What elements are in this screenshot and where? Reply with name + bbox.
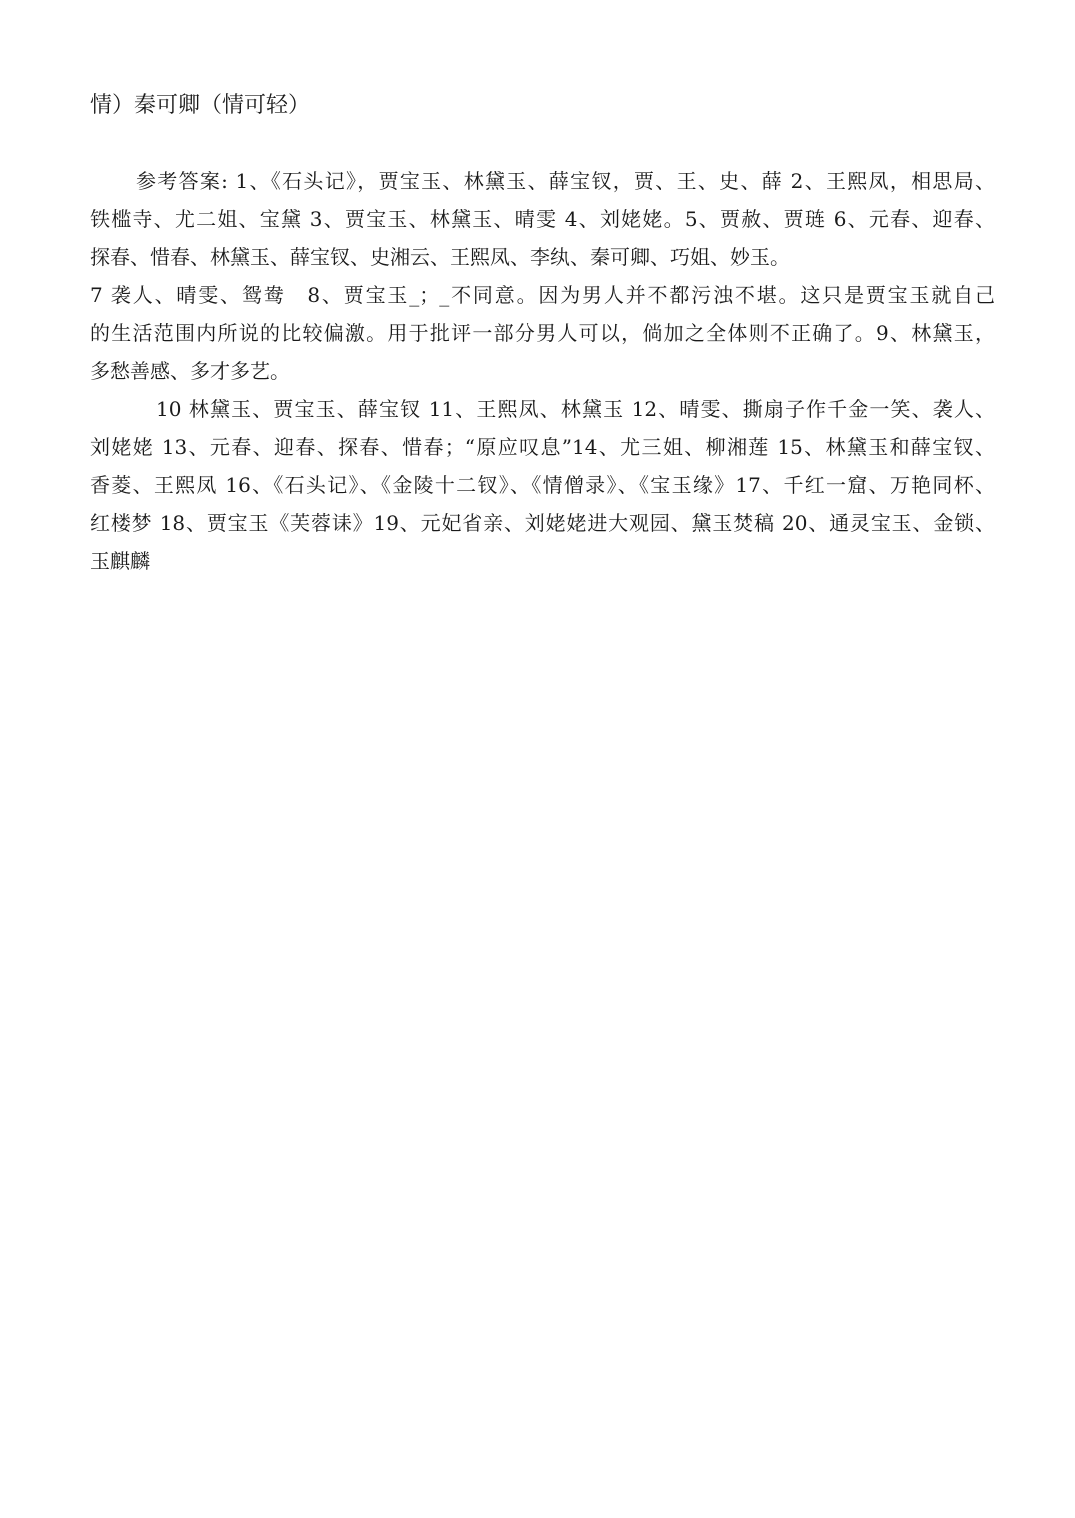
answer-line: 红楼梦 18、贾宝玉《芙蓉诔》19、元妃省亲、刘姥姥进大观园、黛玉焚稿 20、通灵宝玉、金锁、 [90,511,995,535]
page-heading: 情）秦可卿（情可轻） [90,93,311,118]
answers-paragraph-1 [90,162,995,276]
answer-line: 参考答案: 1、《石头记》，贾宝玉、林黛玉、薛宝钗，贾、王、史、薛 2、王熙凤，相思局、 [136,169,995,193]
answer-line: 玉麒麟 [90,549,150,573]
answer-line: 香菱、王熙凤 16、《石头记》、《金陵十二钗》、《情僧录》、《宝玉缘》17、千红一窟、万艳同杯、 [90,473,995,497]
answer-line: 探春、惜春、林黛玉、薛宝钗、史湘云、王熙凤、李纨、秦可卿、巧姐、妙玉。 [90,245,790,269]
answers-paragraph-3 [90,390,995,580]
answer-line: 的生活范围内所说的比较偏激。用于批评一部分男人可以，倘加之全体则不正确了。9、林黛玉， [90,321,995,345]
answer-line: 铁槛寺、尤二姐、宝黛 3、贾宝玉、林黛玉、晴雯 4、刘姥姥。5、贾赦、贾琏 6、元春、迎春、 [90,207,995,231]
answer-line: 7 袭人、晴雯、鸳鸯 8、贾宝玉_；_不同意。因为男人并不都污浊不堪。这只是贾宝玉就自己 [90,283,995,307]
answer-line: 10 林黛玉、贾宝玉、薛宝钗 11、王熙凤、林黛玉 12、晴雯、撕扇子作千金一笑、袭人、 [156,397,995,421]
document-body [90,86,995,580]
answer-line: 刘姥姥 13、元春、迎春、探春、惜春；“原应叹息”14、尤三姐、柳湘莲 15、林黛玉和薛宝钗、 [90,435,995,459]
answers-paragraph-2 [90,276,995,390]
answer-line: 多愁善感、多才多艺。 [90,359,290,383]
